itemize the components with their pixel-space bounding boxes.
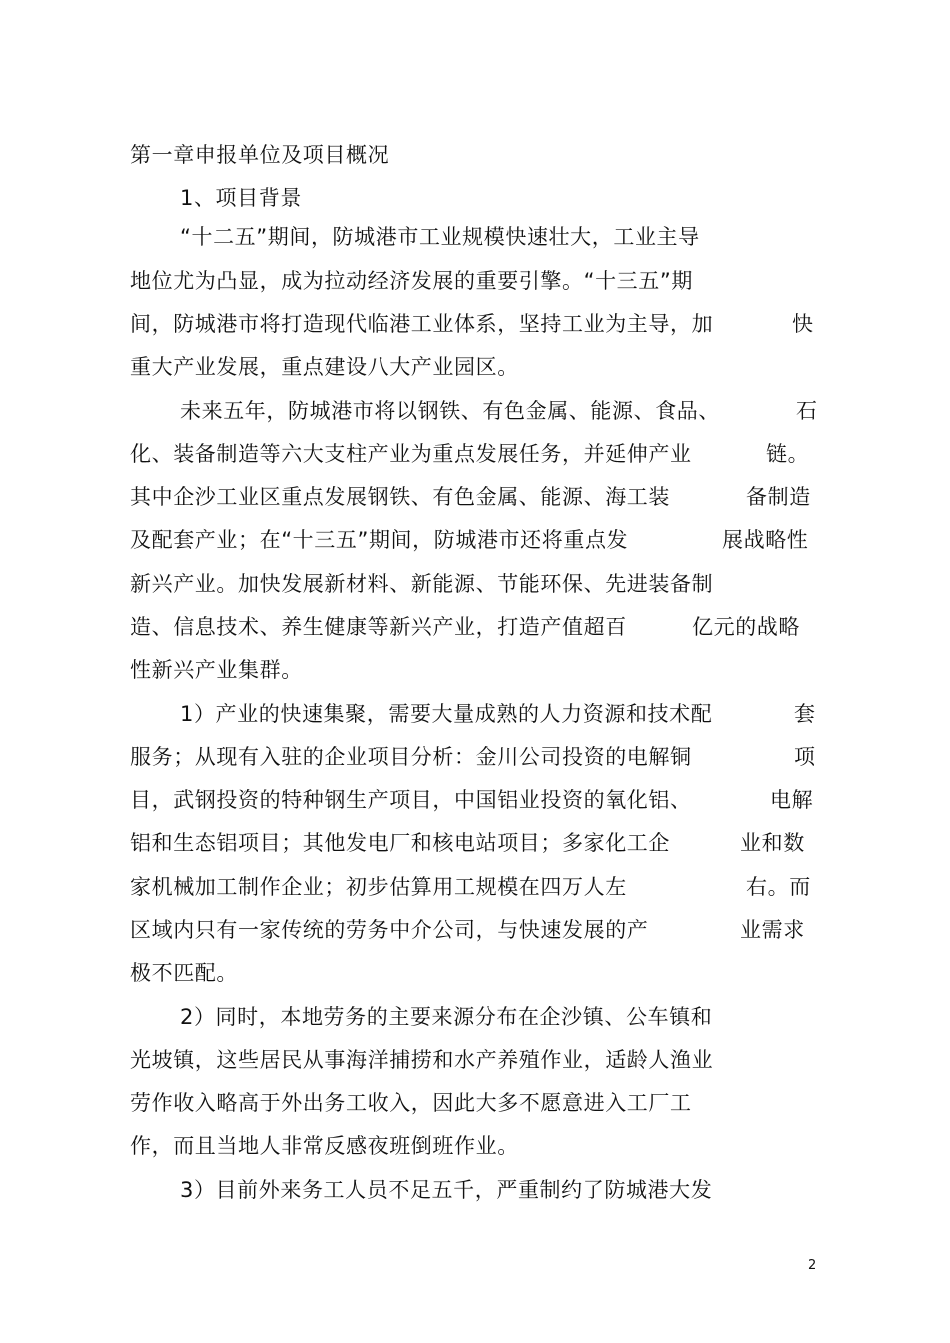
paragraph-line: 1）产业的快速集聚，需要大量成熟的人力资源和技术配 <box>180 702 713 726</box>
paragraph-line: 目，武钢投资的特种钢生产项目，中国铝业投资的氧化铝、 <box>130 788 692 812</box>
paragraph-line: 作，而且当地人非常反感夜班倒班作业。 <box>130 1134 519 1158</box>
paragraph-line: 2）同时，本地劳务的主要来源分布在企沙镇、公车镇和 <box>180 1005 713 1029</box>
paragraph-line-right: 电解 <box>770 788 814 812</box>
paragraph-line: 地位尤为凸显，成为拉动经济发展的重要引擎。“十三五”期 <box>130 269 693 293</box>
paragraph-line: 其中企沙工业区重点发展钢铁、有色金属、能源、海工装 <box>130 485 670 509</box>
paragraph-line-right: 石 <box>796 399 818 423</box>
paragraph-line: 3）目前外来务工人员不足五千，严重制约了防城港大发 <box>180 1178 713 1202</box>
chapter-title: 第一章申报单位及项目概况 <box>130 143 390 167</box>
paragraph-line: 及配套产业；在“十三五”期间，防城港市还将重点发 <box>130 528 629 552</box>
paragraph-line: 劳作收入略高于外出务工收入，因此大多不愿意进入工厂工 <box>130 1091 692 1115</box>
paragraph-line-right: 备制造 <box>746 485 811 509</box>
paragraph-line: 服务；从现有入驻的企业项目分析：金川公司投资的电解铜 <box>130 745 692 769</box>
paragraph-line-right: 业和数 <box>740 831 805 855</box>
paragraph-line: 间，防城港市将打造现代临港工业体系，坚持工业为主导，加 <box>130 312 714 336</box>
paragraph-line: 光坡镇，这些居民从事海洋捕捞和水产养殖作业，适龄人渔业 <box>130 1048 714 1072</box>
paragraph-line-right: 套 <box>794 702 816 726</box>
paragraph-line: 铝和生态铝项目；其他发电厂和核电站项目；多家化工企 <box>130 831 670 855</box>
paragraph-line: 未来五年，防城港市将以钢铁、有色金属、能源、食品、 <box>180 399 720 423</box>
paragraph-line-right: 业需求 <box>740 918 805 942</box>
paragraph-line-right: 项 <box>794 745 816 769</box>
page-number: 2 <box>808 1258 817 1273</box>
paragraph-line: 新兴产业。加快发展新材料、新能源、节能环保、先进装备制 <box>130 572 714 596</box>
paragraph-line-right: 展战略性 <box>722 528 809 552</box>
paragraph-line-right: 快 <box>792 312 814 336</box>
section-heading: 1、项目背景 <box>180 186 302 210</box>
paragraph-line: 性新兴产业集群。 <box>130 658 303 682</box>
paragraph-line-right: 链。 <box>766 442 810 466</box>
paragraph-line: 家机械加工制作企业；初步估算用工规模在四万人左 <box>130 875 627 899</box>
paragraph-line: 造、信息技术、养生健康等新兴产业，打造产值超百 <box>130 615 627 639</box>
paragraph-line-right: 亿元的战略 <box>692 615 800 639</box>
paragraph-line: 区域内只有一家传统的劳务中介公司，与快速发展的产 <box>130 918 649 942</box>
paragraph-line: 化、装备制造等六大支柱产业为重点发展任务，并延伸产业 <box>130 442 692 466</box>
paragraph-line: “十二五”期间，防城港市工业规模快速壮大，工业主导 <box>180 225 700 249</box>
paragraph-line-right: 右。而 <box>746 875 811 899</box>
paragraph-line: 重大产业发展，重点建设八大产业园区。 <box>130 355 519 379</box>
paragraph-line: 极不匹配。 <box>130 961 238 985</box>
